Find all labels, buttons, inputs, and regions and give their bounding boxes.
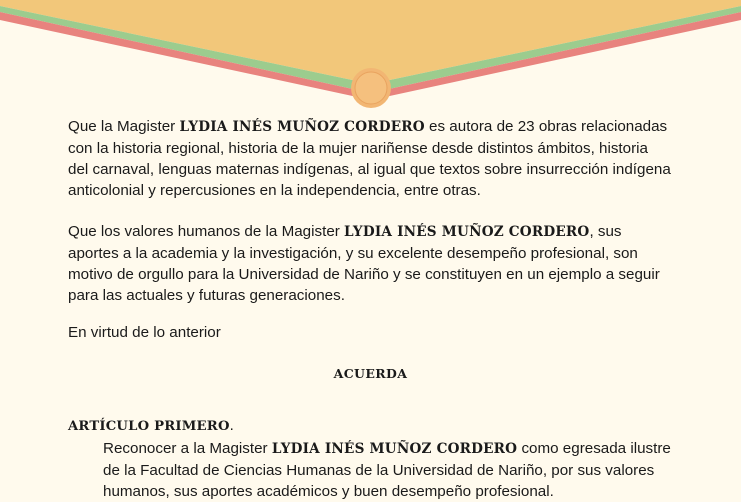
paragraph-values: Que los valores humanos de la Magister LYDIA INÉS MUÑOZ CORDERO, sus aportes a la academia y la investigación, y su excelente desempeño profesional, son motivo de orgullo para la Universidad de Nariño y se constituyen en un ejemplo a seguir para las actuales y futuras generaciones. [68, 223, 660, 304]
ribbon-banner [0, 0, 741, 120]
certificate-body [68, 116, 672, 326]
honoree-name: LYDIA INÉS MUÑOZ CORDERO [271, 441, 518, 457]
article-title: ARTÍCULO PRIMERO. [68, 417, 235, 434]
acuerda-heading: ACUERDA [333, 366, 408, 381]
article-body: Reconocer a la Magister LYDIA INÉS MUÑOZ CORDERO como egresada ilustre de la Facultad de Ciencias Humanas de la Universidad de Nariño, por sus valores humanos, sus aportes académicos y buen desempeño profesional. [103, 440, 671, 500]
honoree-name: LYDIA INÉS MUÑOZ CORDERO [179, 119, 425, 135]
paragraph-authorship: Que la Magister LYDIA INÉS MUÑOZ CORDERO es autora de 23 obras relacionadas con la historia regional, historia de la mujer nariñense desde distintos ámbitos, historia del carnaval, lenguas maternas indígenas, al igual que textos sobre insurrección indígena anticolonial y repercusiones en la independencia, entre otras. [68, 118, 671, 199]
honoree-name: LYDIA INÉS MUÑOZ CORDERO [344, 224, 590, 240]
virtud-text: En virtud de lo anterior [68, 324, 221, 341]
medallion-icon [351, 68, 391, 108]
